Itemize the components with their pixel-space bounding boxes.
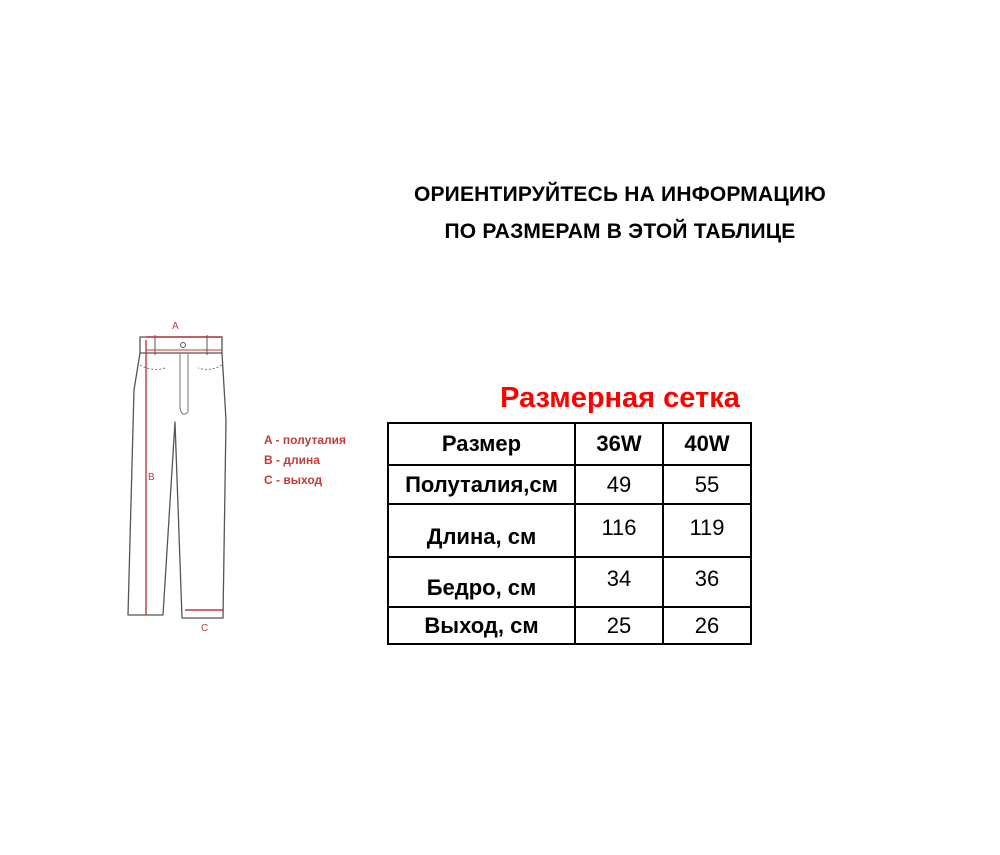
header-cell-40w: 40W xyxy=(663,423,751,465)
header-line-1: ОРИЕНТИРУЙТЕСЬ НА ИНФОРМАЦИЮ xyxy=(413,183,827,206)
table-row xyxy=(388,465,751,504)
size-grid-title: Размерная сетка xyxy=(500,382,740,414)
table-row xyxy=(388,607,751,644)
table-row xyxy=(388,557,751,607)
row-label: Бедро, см xyxy=(388,557,575,607)
pants-outline xyxy=(128,353,226,618)
row-value: 34 xyxy=(575,557,663,607)
measure-label-b: B xyxy=(148,472,155,483)
row-value: 49 xyxy=(575,465,663,504)
size-table xyxy=(387,422,752,645)
pants-pocket-right xyxy=(198,365,222,369)
page-header xyxy=(370,176,870,250)
measure-label-a: A xyxy=(172,321,179,332)
legend-a: A - полуталия xyxy=(264,433,347,447)
pants-button xyxy=(181,343,186,348)
row-value: 36 xyxy=(663,557,751,607)
header-line-2: ПО РАЗМЕРАМ В ЭТОЙ ТАБЛИЦЕ xyxy=(444,220,796,243)
table-row xyxy=(388,504,751,557)
diagram-legend xyxy=(264,430,346,490)
row-value: 116 xyxy=(575,504,663,557)
header-cell-size: Размер xyxy=(388,423,575,465)
measure-label-c: C xyxy=(201,623,209,634)
legend-c: C - выход xyxy=(264,473,323,487)
row-value: 119 xyxy=(663,504,751,557)
pants-diagram xyxy=(110,310,260,640)
row-label: Выход, см xyxy=(388,607,575,644)
row-value: 26 xyxy=(663,607,751,644)
row-label: Полуталия,см xyxy=(388,465,575,504)
row-label: Длина, см xyxy=(388,504,575,557)
pants-fly xyxy=(180,353,188,414)
legend-b: B - длина xyxy=(264,453,320,467)
table-header-row xyxy=(388,423,751,465)
row-value: 55 xyxy=(663,465,751,504)
row-value: 25 xyxy=(575,607,663,644)
pants-pocket-left xyxy=(140,365,165,369)
header-cell-36w: 36W xyxy=(575,423,663,465)
